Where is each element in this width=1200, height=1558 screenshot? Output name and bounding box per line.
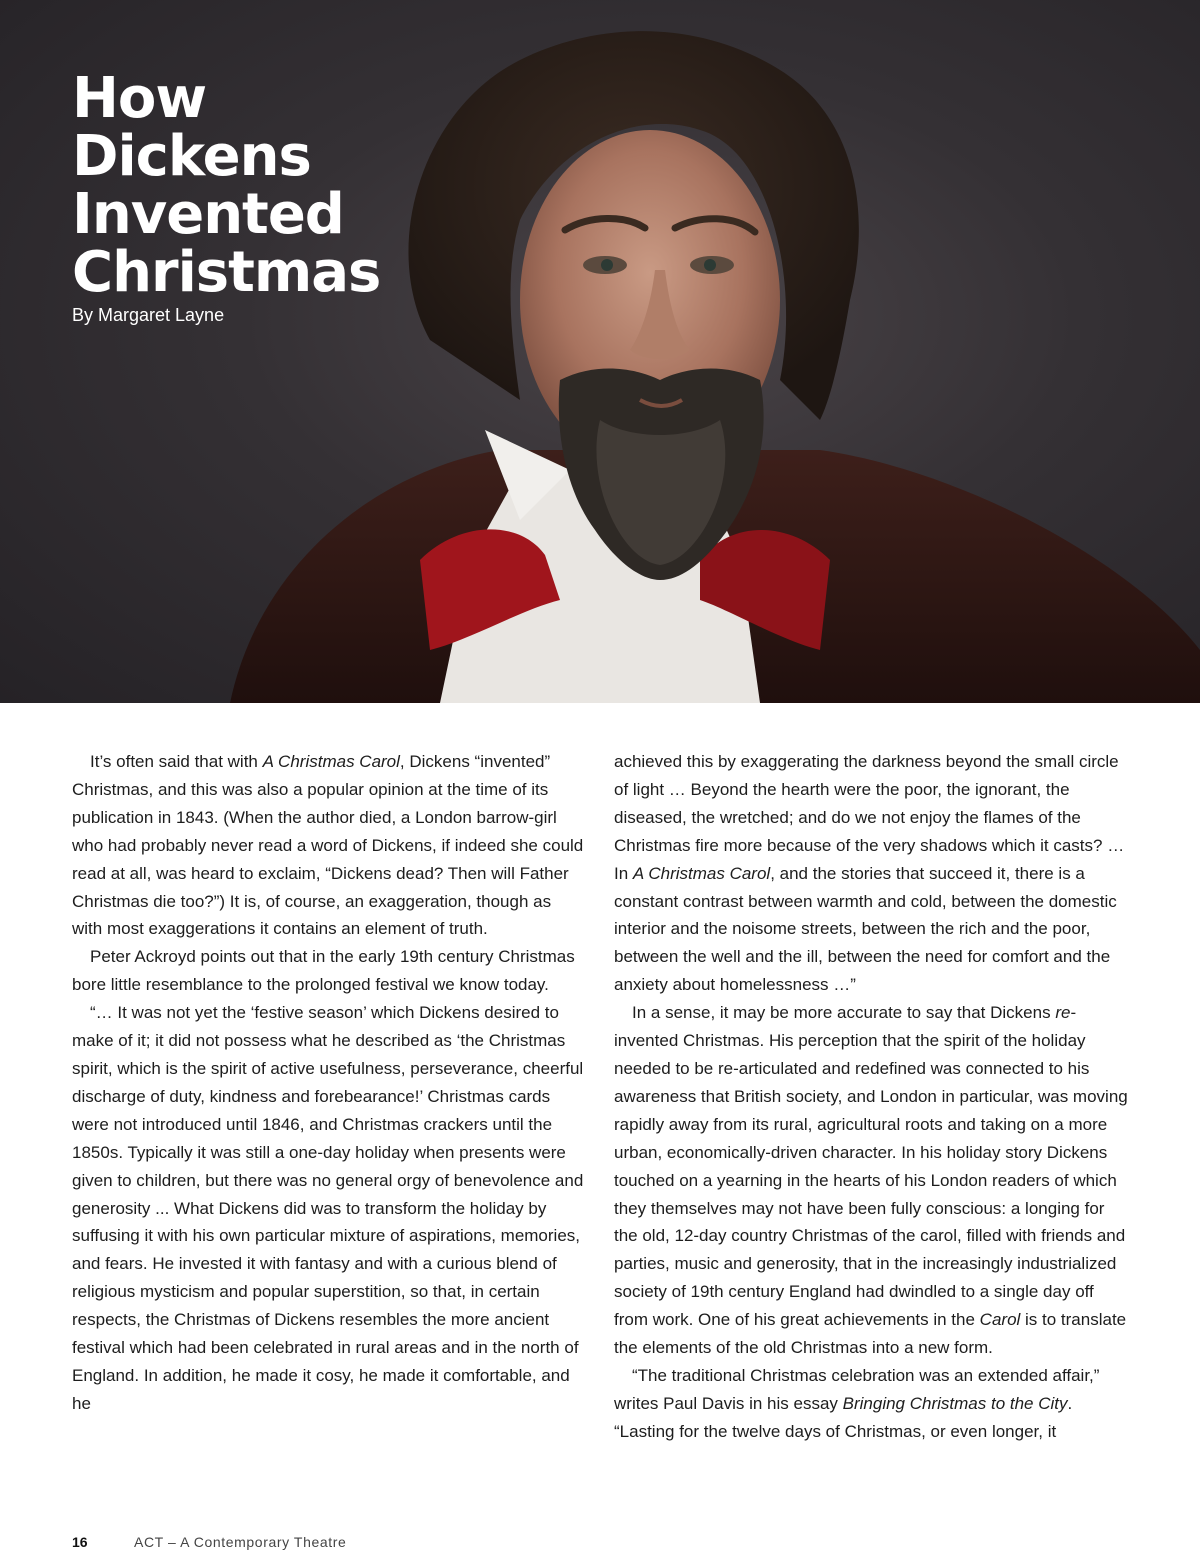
article-byline: By Margaret Layne [72,305,225,325]
hero-image [0,0,1200,703]
right-paragraph-1: achieved this by exaggerating the darkness beyond the small circle of light … Beyond the hearth were the poor, the ignorant, the diseased, the wretched; and do we not enjoy the flames of the Christmas fire more because of the very shadows which it casts? … In A Christmas Carol, and the stories that succeed it, there is a constant contrast between warmth and cold, between the domestic interior and the noisome streets, between the rich and the poor, between the well and the ill, between the need for comfort and the anxiety about homelessness …” [614,752,1125,995]
page-footer [72,1534,347,1550]
left-paragraph-3: “… It was not yet the ‘festive season’ which Dickens desired to make of it; it did not possess what he described as ‘the Christmas spirit, which is the spirit of active usefulness, perseverance, cheerful discharge of duty, kindness and forebearance!’ Christmas cards were not introduced until 1846, and Christmas crackers until the 1850s. Typically it was still a one-day holiday when presents were given to children, but there was no general orgy of benevolence and generosity ... What Dickens did was to transform the holiday by suffusing it with his own particular mixture of aspirations, memories, and fears. He invested it with fantasy and with a curious blend of religious mysticism and popular superstition, so that, in certain respects, the Christmas of Dickens resembles the more ancient festival which had been celebrated in rural areas and in the north of England. In addition, he made it cosy, he made it comfortable, and he [72,1003,584,1413]
article-title: How Dickens Invented Christmas [72,66,381,305]
left-column [72,748,586,1418]
right-paragraph-2: In a sense, it may be more accurate to say that Dickens re-invented Christmas. His perception that the spirit of the holiday needed to be re-articulated and redefined was connected to his awareness that British society, and London in particular, was moving rapidly away from its rural, agricultural roots and taking on a more urban, economically-driven character. In his holiday story Dickens touched on a yearning in the hearts of his London readers of which they themselves may not have been fully conscious: a longing for the old, 12-day country Christmas of the carol, filled with friends and parties, music and generosity, that in the increasingly industrialized society of 19th century England had dwindled to a single day off from work. One of his great achievements in the Carol is to translate the elements of the old Christmas into a new form. [614,1003,1128,1358]
page-number: 16 [72,1534,88,1550]
right-paragraph-3: “The traditional Christmas celebration was an extended affair,” writes Paul Davis in his essay Bringing Christmas to the City. “Lasting for the twelve days of Christmas, or even longer, it [614,1365,1100,1441]
publication-name: ACT – A Contemporary Theatre [134,1534,347,1550]
left-paragraph-2: Peter Ackroyd points out that in the early 19th century Christmas bore little resemblance to the prolonged festival we know today. [72,947,575,995]
left-paragraph-1: It’s often said that with A Christmas Carol, Dickens “invented” Christmas, and this was also a popular opinion at the time of its publication in 1843. (When the author died, a London barrow-girl who had probably never read a word of Dickens, if indeed she could read at all, was heard to exclaim, “Dickens dead? Then will Father Christmas die too?”) It is, of course, an exaggeration, though as with most exaggerations it contains an element of truth. [72,752,584,939]
right-column [614,748,1128,1446]
